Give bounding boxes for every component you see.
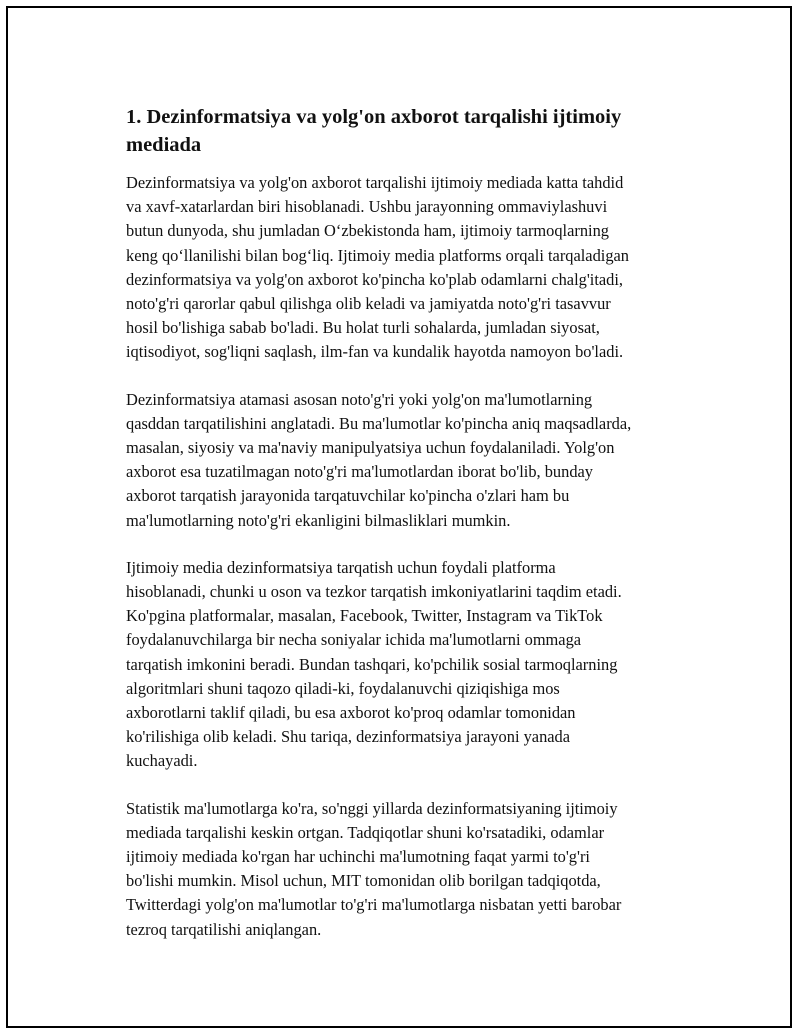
text-line: axborot esa tuzatilmagan noto'g'ri ma'lumotlardan iborat bo'lib, bunday <box>126 462 593 482</box>
text-line: tarqatish imkonini beradi. Bundan tashqari, ko'pchilik sosial tarmoqlarning <box>126 654 618 674</box>
text-line: ijtimoiy mediada ko'rgan har uchinchi ma'lumotning faqat yarmi to'g'ri <box>126 847 590 867</box>
text-line: algoritmlari shuni taqozo qiladi-ki, foydalanuvchi qiziqishiga mos <box>126 678 560 698</box>
paragraph-4 <box>126 797 691 942</box>
text-line: mediada tarqalishi keskin ortgan. Tadqiqotlar shuni ko'rsatadiki, odamlar <box>126 822 605 842</box>
page-frame <box>6 6 792 1028</box>
title-line: 1. Dezinformatsiya va yolg'on axborot tarqalishi ijtimoiy <box>126 106 622 128</box>
text-line: axborotlarni taklif qiladi, bu esa axborot ko'proq odamlar tomonidan <box>126 703 576 723</box>
section-title <box>126 103 691 159</box>
text-line: axborot tarqatish jarayonida tarqatuvchilar ko'pincha o'zlari ham bu <box>126 486 570 506</box>
text-line: Twitterdagi yolg'on ma'lumotlar to'g'ri ma'lumotlarga nisbatan yetti barobar <box>126 895 622 915</box>
text-line: dezinformatsiya va yolg'on axborot ko'pincha ko'plab odamlarni chalg'itadi, <box>126 269 624 289</box>
text-line: foydalanuvchilarga bir necha soniyalar ichida ma'lumotlarni ommaga <box>126 630 582 650</box>
text-line: ma'lumotlarning noto'g'ri ekanligini bilmasliklari mumkin. <box>126 510 511 530</box>
paragraph-1 <box>126 171 691 365</box>
text-line: Dezinformatsiya va yolg'on axborot tarqalishi ijtimoiy mediada katta tahdid <box>126 173 624 192</box>
text-line: bo'lishi mumkin. Misol uchun, MIT tomonidan olib borilgan tadqiqotda, <box>126 871 601 891</box>
text-line: hisoblanadi, chunki u oson va tezkor tarqatish imkoniyatlarini taqdim etadi. <box>126 582 622 602</box>
text-line: ko'rilishiga olib keladi. Shu tariqa, dezinformatsiya jarayoni yanada <box>126 727 571 747</box>
text-line: Ko'pgina platformalar, masalan, Facebook, Twitter, Instagram va TikTok <box>126 606 603 626</box>
document-body <box>126 103 691 965</box>
text-line: qasddan tarqatilishini anglatadi. Bu ma'lumotlar ko'pincha aniq maqsadlarda, <box>126 413 632 433</box>
paragraph-2 <box>126 388 691 533</box>
text-line: noto'g'ri qarorlar qabul qilishga olib keladi va jamiyatda noto'g'ri tasavvur <box>126 294 611 314</box>
text-line: kuchayadi. <box>126 751 198 771</box>
text-line: keng qo‘llanilishi bilan bog‘liq. Ijtimoiy media platforms orqali tarqaladigan <box>126 245 629 265</box>
text-line: Ijtimoiy media dezinformatsiya tarqatish uchun foydali platforma <box>126 557 556 577</box>
text-line: va xavf-xatarlardan biri hisoblanadi. Ushbu jarayonning ommaviylashuvi <box>126 197 608 217</box>
title-line: mediada <box>126 134 202 156</box>
text-line: hosil bo'lishiga sabab bo'ladi. Bu holat turli sohalarda, jumladan siyosat, <box>126 318 600 338</box>
text-line: Statistik ma'lumotlarga ko'ra, so'nggi yillarda dezinformatsiyaning ijtimoiy <box>126 798 618 818</box>
text-line: iqtisodiyot, sog'liqni saqlash, ilm-fan va kundalik hayotda namoyon bo'ladi. <box>126 342 624 362</box>
text-line: masalan, siyosiy va ma'naviy manipulyatsiya uchun foydalaniladi. Yolg'on <box>126 438 615 458</box>
text-line: Dezinformatsiya atamasi asosan noto'g'ri yoki yolg'on ma'lumotlarning <box>126 389 593 409</box>
text-line: tezroq tarqatilishi aniqlangan. <box>126 919 322 939</box>
text-line: butun dunyoda, shu jumladan O‘zbekistonda ham, ijtimoiy tarmoqlarning <box>126 221 609 241</box>
paragraph-3 <box>126 556 691 774</box>
